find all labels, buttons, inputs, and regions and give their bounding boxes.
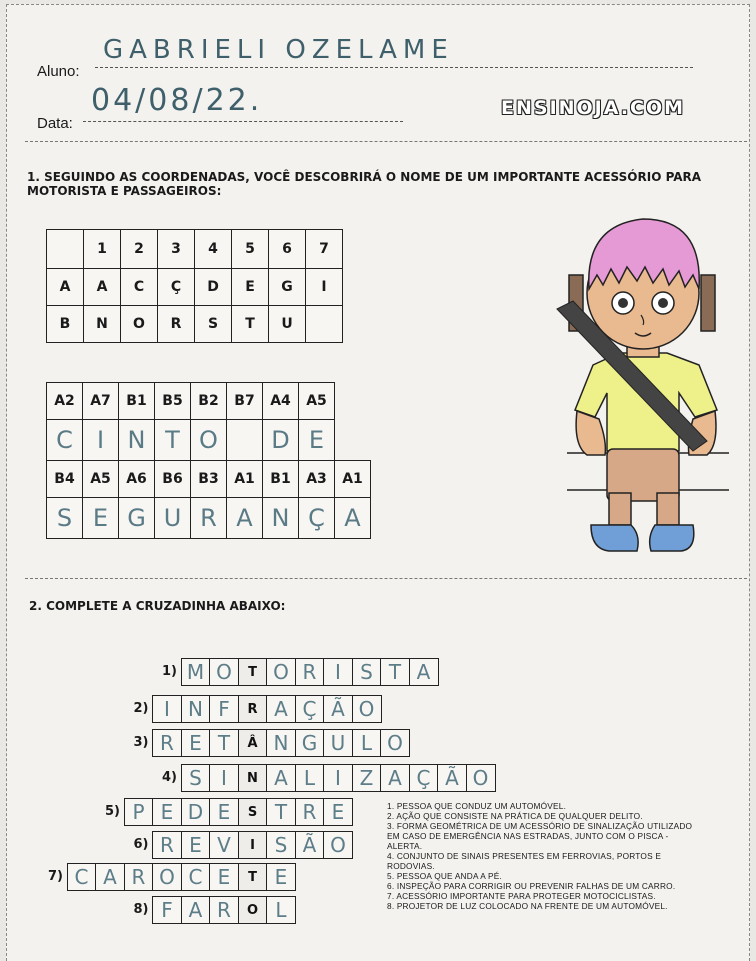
data-label: Data: — [37, 115, 73, 132]
crossword-cell[interactable]: M — [181, 658, 211, 686]
clue-line: 3. FORMA GEOMÉTRICA DE UM ACESSÓRIO DE SINALIZAÇÃO UTILIZADO — [387, 821, 693, 831]
answer-cell[interactable]: Ç — [299, 498, 335, 539]
crossword-cell[interactable]: Ã — [323, 695, 353, 723]
crossword-cell[interactable]: Z — [352, 764, 382, 792]
crossword-row — [154, 695, 382, 723]
crossword-cell[interactable]: R — [152, 729, 182, 757]
crossword-row — [154, 831, 354, 859]
crossword-cell[interactable]: G — [295, 729, 325, 757]
crossword-cell[interactable]: O — [152, 863, 182, 891]
crossword-cell[interactable]: R — [124, 863, 154, 891]
data-line — [83, 121, 403, 122]
code-cell: A5 — [299, 383, 335, 420]
crossword-cell[interactable]: P — [124, 798, 154, 826]
crossword-cell[interactable]: I — [323, 658, 353, 686]
crossword-number: 3) — [133, 735, 149, 750]
crossword-number: 8) — [133, 902, 149, 917]
crossword-cell[interactable]: A — [266, 764, 296, 792]
crossword-cell[interactable]: E — [209, 798, 239, 826]
q1-title — [27, 170, 701, 198]
answer-cell[interactable]: O — [191, 420, 227, 461]
crossword-number: 7) — [48, 869, 63, 884]
crossword-cell[interactable]: O — [352, 695, 382, 723]
crossword-cell[interactable]: R — [295, 798, 325, 826]
crossword-cell[interactable]: R — [152, 831, 182, 859]
key-cell: N — [84, 306, 121, 343]
crossword-key-cell[interactable]: S — [238, 798, 268, 826]
header-divider — [25, 141, 747, 142]
crossword-cell[interactable]: R — [295, 658, 325, 686]
crossword-row — [68, 863, 296, 891]
clue-line: 4. CONJUNTO DE SINAIS PRESENTES EM FERROVIAS, PORTOS E — [387, 851, 662, 861]
crossword-row — [125, 798, 353, 826]
answer-cell[interactable]: N — [119, 420, 155, 461]
site-logo: ENSINOJA.COM — [501, 97, 686, 119]
worksheet — [6, 4, 750, 961]
key-cell: S — [195, 306, 232, 343]
crossword-cell[interactable]: O — [323, 831, 353, 859]
crossword-cell[interactable]: C — [181, 863, 211, 891]
key-cell: O — [121, 306, 158, 343]
answer-cell[interactable]: A — [335, 498, 371, 539]
answer-cell[interactable]: T — [155, 420, 191, 461]
crossword-cell[interactable]: L — [352, 729, 382, 757]
crossword-number: 5) — [105, 804, 120, 819]
clue-line: 5. PESSOA QUE ANDA A PÉ. — [387, 871, 503, 881]
key-cell: I — [306, 269, 343, 306]
key-column-header: 2 — [121, 230, 158, 269]
crossword-cell[interactable]: Ç — [409, 764, 439, 792]
crossword-cell[interactable]: S — [266, 831, 296, 859]
clue-line: RODOVIAS. — [387, 861, 435, 871]
crossword-clues — [387, 801, 747, 911]
coordinate-code-table — [46, 382, 371, 539]
crossword-cell[interactable]: L — [295, 764, 325, 792]
answer-cell[interactable]: E — [83, 498, 119, 539]
aluno-label: Aluno: — [37, 63, 80, 80]
crossword-cell[interactable]: E — [181, 729, 211, 757]
key-cell: T — [232, 306, 269, 343]
key-column-header: 3 — [158, 230, 195, 269]
crossword-cell[interactable]: O — [209, 658, 239, 686]
key-cell: D — [195, 269, 232, 306]
answer-cell[interactable]: E — [299, 420, 335, 461]
key-cell: U — [269, 306, 306, 343]
crossword-cell[interactable]: Ç — [295, 695, 325, 723]
crossword-cell[interactable]: E — [323, 798, 353, 826]
crossword-row — [154, 896, 297, 924]
key-corner-cell — [47, 230, 84, 269]
clue-line: 6. INSPEÇÃO PARA CORRIGIR OU PREVENIR FALHAS DE UM CARRO. — [387, 881, 676, 891]
code-cell: A3 — [299, 461, 335, 498]
aluno-line — [95, 67, 693, 68]
crossword-cell[interactable]: F — [209, 695, 239, 723]
crossword-row — [154, 729, 411, 757]
crossword-cell[interactable]: E — [266, 863, 296, 891]
crossword-key-cell[interactable]: R — [238, 695, 268, 723]
code-cell: B1 — [119, 383, 155, 420]
crossword-cell[interactable]: N — [266, 729, 296, 757]
crossword-key-cell[interactable]: N — [238, 764, 268, 792]
crossword-cell[interactable]: A — [409, 658, 439, 686]
crossword-cell[interactable]: E — [181, 831, 211, 859]
crossword-cell[interactable]: O — [466, 764, 496, 792]
key-column-header: 4 — [195, 230, 232, 269]
crossword-cell[interactable]: I — [152, 695, 182, 723]
crossword-cell[interactable]: Ã — [295, 831, 325, 859]
code-cell: A2 — [47, 383, 83, 420]
code-cell: A7 — [83, 383, 119, 420]
crossword-cell[interactable]: U — [323, 729, 353, 757]
crossword-number: 4) — [162, 770, 177, 785]
coordinate-key-table — [46, 229, 343, 343]
answer-cell[interactable]: A — [227, 498, 263, 539]
crossword-cell[interactable]: T — [209, 729, 239, 757]
crossword-cell[interactable]: T — [266, 798, 296, 826]
section-divider — [25, 578, 747, 579]
clue-line: EM CASO DE EMERGÊNCIA NAS ESTRADAS, JUNTO COM O PISCA - — [387, 831, 669, 841]
crossword-cell[interactable]: E — [209, 863, 239, 891]
q2-title: 2. COMPLETE A CRUZADINHA ABAIXO: — [29, 599, 286, 613]
crossword-cell[interactable]: F — [152, 896, 182, 924]
answer-cell[interactable]: U — [155, 498, 191, 539]
crossword-cell[interactable]: L — [266, 896, 296, 924]
code-cell: B7 — [227, 383, 263, 420]
crossword-cell[interactable]: O — [380, 729, 410, 757]
code-cell: A1 — [335, 461, 371, 498]
clue-line: ALERTA. — [387, 841, 423, 851]
key-cell — [306, 306, 343, 343]
crossword-number: 1) — [162, 664, 177, 679]
crossword-key-cell[interactable]: T — [238, 863, 268, 891]
crossword-cell[interactable]: N — [181, 695, 211, 723]
key-cell: R — [158, 306, 195, 343]
aluno-value: GABRIELI OZELAME — [103, 35, 454, 65]
code-cell: A6 — [119, 461, 155, 498]
key-cell: G — [269, 269, 306, 306]
empty-cell — [335, 420, 371, 461]
crossword-cell[interactable]: E — [152, 798, 182, 826]
code-cell: A1 — [227, 461, 263, 498]
crossword-cell[interactable]: I — [323, 764, 353, 792]
answer-cell[interactable] — [227, 420, 263, 461]
key-cell: Ç — [158, 269, 195, 306]
key-cell: A — [84, 269, 121, 306]
answer-cell[interactable]: G — [119, 498, 155, 539]
crossword-cell[interactable]: A — [95, 863, 125, 891]
empty-cell — [335, 383, 371, 420]
q1-title-line2: MOTORISTA E PASSAGEIROS: — [27, 184, 222, 198]
crossword-cell[interactable]: T — [380, 658, 410, 686]
crossword-cell[interactable]: V — [209, 831, 239, 859]
data-value: 04/08/22. — [91, 83, 263, 118]
crossword-cell[interactable]: S — [352, 658, 382, 686]
key-column-header: 6 — [269, 230, 306, 269]
crossword-cell[interactable]: Ã — [437, 764, 467, 792]
crossword-number: 6) — [133, 837, 149, 852]
crossword-cell[interactable]: S — [181, 764, 211, 792]
clue-line: 2. AÇÃO QUE CONSISTE NA PRÁTICA DE QUALQUER DELITO. — [387, 811, 643, 821]
code-cell: A4 — [263, 383, 299, 420]
crossword-cell[interactable]: D — [181, 798, 211, 826]
crossword-cell[interactable]: A — [380, 764, 410, 792]
crossword-cell[interactable]: A — [266, 695, 296, 723]
clue-line: 7. ACESSÓRIO IMPORTANTE PARA PROTEGER MOTOCICLISTAS. — [387, 891, 656, 901]
answer-cell[interactable]: I — [83, 420, 119, 461]
answer-cell[interactable]: C — [47, 420, 83, 461]
q1-title-line1: 1. SEGUINDO AS COORDENADAS, VOCÊ DESCOBRIRÁ O NOME DE UM IMPORTANTE ACESSÓRIO PARA — [27, 170, 702, 184]
code-cell: B2 — [191, 383, 227, 420]
code-cell: B5 — [155, 383, 191, 420]
code-cell: B4 — [47, 461, 83, 498]
crossword-row — [182, 764, 496, 792]
key-column-header: 5 — [232, 230, 269, 269]
code-cell: B1 — [263, 461, 299, 498]
code-cell: A5 — [83, 461, 119, 498]
clue-line: 8. PROJETOR DE LUZ COLOCADO NA FRENTE DE UM AUTOMÓVEL. — [387, 901, 668, 911]
crossword-key-cell[interactable]: T — [238, 658, 268, 686]
key-column-header: 1 — [84, 230, 121, 269]
crossword-cell[interactable]: I — [209, 764, 239, 792]
key-row-header: A — [47, 269, 84, 306]
crossword-number: 2) — [133, 701, 149, 716]
answer-cell[interactable]: R — [191, 498, 227, 539]
crossword-cell[interactable]: R — [209, 896, 239, 924]
answer-cell[interactable]: S — [47, 498, 83, 539]
crossword-row — [182, 658, 439, 686]
key-cell: E — [232, 269, 269, 306]
clue-line: 1. PESSOA QUE CONDUZ UM AUTOMÓVEL. — [387, 801, 567, 811]
key-row-header: B — [47, 306, 84, 343]
child-seatbelt-illustration — [547, 205, 737, 565]
crossword-key-cell[interactable]: I — [238, 831, 268, 859]
crossword-key-cell[interactable]: Â — [238, 729, 268, 757]
code-cell: B3 — [191, 461, 227, 498]
crossword-cell[interactable]: A — [181, 896, 211, 924]
answer-cell[interactable]: D — [263, 420, 299, 461]
crossword-key-cell[interactable]: O — [238, 896, 268, 924]
key-column-header: 7 — [306, 230, 343, 269]
code-cell: B6 — [155, 461, 191, 498]
crossword-cell[interactable]: O — [266, 658, 296, 686]
answer-cell[interactable]: N — [263, 498, 299, 539]
crossword-cell[interactable]: C — [67, 863, 97, 891]
key-cell: C — [121, 269, 158, 306]
